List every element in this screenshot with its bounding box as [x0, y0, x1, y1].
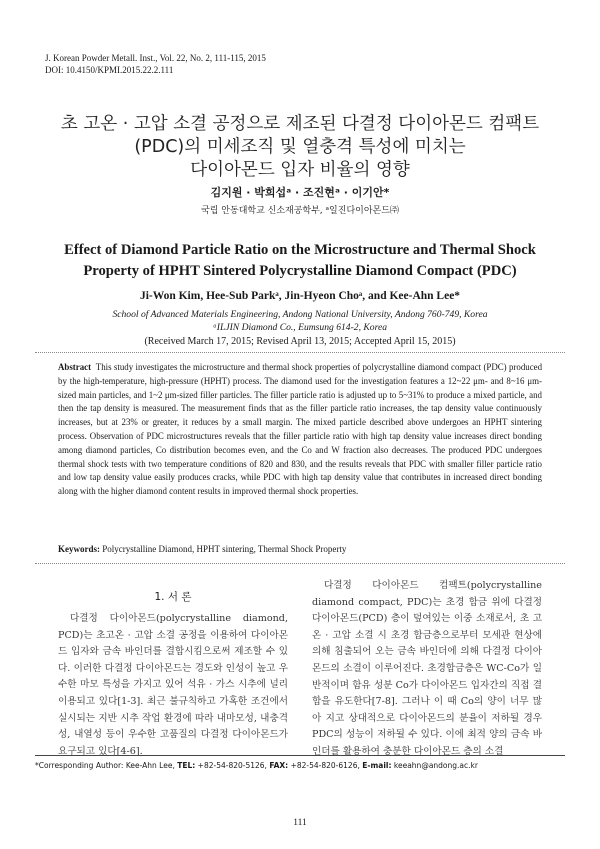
- corresponding-author-footnote: [35, 761, 478, 770]
- korean-affiliation: 국립 안동대학교 신소재공학부, ᵃ일진다이아몬드㈜: [201, 206, 399, 216]
- section-heading-introduction: 1. 서 론: [154, 591, 192, 603]
- journal-doi: DOI: 10.4150/KPMI.2015.22.2.111: [45, 65, 174, 75]
- abstract: [58, 361, 542, 499]
- footnote-email: keeahn@andong.ac.kr: [393, 761, 478, 770]
- abstract-text: This study investigates the microstructure and thermal shock properties of polycrystalline diamond compact (PDC) produced by the high-temperature, high-pressure (HPHT) process. The diamond used for the investigation features a 12~22 μm- and 8~16 μm-sized main particles, and 1~2 μm-sized filler particles. The filler particle ratio is adjusted up to 5~31% to produce a mixed particle, and then the tap density is measured. The measurement finds that as the filler particle ratio increases, the tap density value continuously increases, but at 23% or greater, it reduces by a small margin. The mixed particle described above undergoes an HPHT sintering process. Observation of PDC microstructures reveals that the filler particle ratio with high tap density value increases direct bonding among diamond particles, Co distribution becomes even, and the Co and W fraction also decreases. The produced PDC undergoes thermal shock tests with two temperature conditions of 820 and 830, and the results reveals that PDC with smaller filler particle ratio and low tap density value easily produces cracks, while PDC with high tap density value that contributes in increased direct bonding along with the higher diamond content results in improved thermal shock properties.: [58, 362, 543, 497]
- top-divider: [35, 352, 565, 353]
- received-dates: (Received March 17, 2015; Revised April 13, 2015; Accepted April 15, 2015): [144, 336, 456, 347]
- english-affiliation-2: ᵃILJIN Diamond Co., Eumsung 614-2, Korea: [212, 322, 388, 333]
- footnote-tel-label: TEL:: [177, 761, 196, 770]
- english-affiliation-1: School of Advanced Materials Engineering, Andong National University, Andong 760-749, Korea: [112, 309, 488, 320]
- keywords: [58, 544, 542, 554]
- footnote-prefix: *Corresponding Author: Kee-Ahn Lee,: [35, 761, 175, 770]
- korean-authors: 김지원 · 박희섭ᵃ · 조진현ᵃ · 이기안*: [210, 186, 390, 199]
- left-column-text: [58, 611, 288, 760]
- korean-title-line-3: 다이아몬드 입자 비율의 영향: [190, 160, 410, 180]
- english-title-line-2: Property of HPHT Sintered Polycrystalline Diamond Compact (PDC): [83, 263, 517, 279]
- footnote-fax-label: FAX:: [269, 761, 289, 770]
- english-title-line-1: Effect of Diamond Particle Ratio on the Microstructure and Thermal Shock: [64, 242, 536, 258]
- left-paragraph: 다결정 다이아몬드(polycrystalline diamond, PCD)는 초고온 · 고압 소결 공정을 이용하여 다이아몬드 입자와 금속 바인더를 결합시킴으로써 제조할 수 있다. 이러한 다결정 다이아몬드는 경도와 인성이 높고 우수한 마모 특성을 가지고 있어 석유 · 가스 시추에 널리 이용되고 있다[1-3]. 최근 불규칙하고 가혹한 조건에서 실시되는 지반 시추 작업 환경에 따라 내마모성, 내충격성, 내열성 등이 우수한 고품질의 다결정 다이아몬드가 요구되고 있다[4-6].: [58, 613, 288, 757]
- keywords-label: Keywords:: [58, 544, 100, 554]
- korean-title-line-1: 초 고온 · 고압 소결 공정으로 제조된 다결정 다이아몬드 컴팩트: [60, 114, 540, 134]
- right-column-text: [312, 578, 542, 761]
- footnote-rule: [35, 755, 565, 756]
- bottom-divider: [35, 563, 565, 564]
- footnote-tel: +82-54-820-5126,: [197, 761, 267, 770]
- english-authors: Ji-Won Kim, Hee-Sub Parkᵃ, Jin-Hyeon Choᵃ, and Kee-Ahn Lee*: [139, 290, 461, 302]
- footnote-fax: +82-54-820-6126,: [290, 761, 360, 770]
- abstract-label: Abstract: [58, 362, 92, 372]
- journal-citation: J. Korean Powder Metall. Inst., Vol. 22, No. 2, 111-115, 2015: [45, 53, 266, 63]
- journal-header: [45, 52, 266, 76]
- page-number: 111: [293, 818, 307, 828]
- korean-title-line-2: (PDC)의 미세조직 및 열충격 특성에 미치는: [134, 137, 466, 157]
- footnote-email-label: E-mail:: [362, 761, 392, 770]
- right-paragraph: 다결정 다이아몬드 컴팩트(polycrystalline diamond compact, PDC)는 초경 합금 위에 다결정 다이아몬드(PCD) 층이 덮여있는 이중 소재로서, 초 고온 · 고압 소결 시 초경 합금층으로부터 모세관 현상에 의해 침출되어 오는 금속 바인더에 의해 다결정 다이아몬드의 소결이 이루어진다. 초경합금층은 WC-Co가 일반적이며 함유 성분 Co가 다이아몬드 입자간의 직접 결합을 유도한다[7-8]. 그러나 이 때 Co의 양이 너무 많아 지고 상대적으로 다이아몬드의 분율이 저하될 경우 PDC의 성능이 저하될 수 있다. 이에 최적 양의 금속 바인더를 활용하여 충분한 다이아몬드 층의 소결: [312, 580, 542, 757]
- keywords-text: Polycrystalline Diamond, HPHT sintering, Thermal Shock Property: [102, 544, 347, 554]
